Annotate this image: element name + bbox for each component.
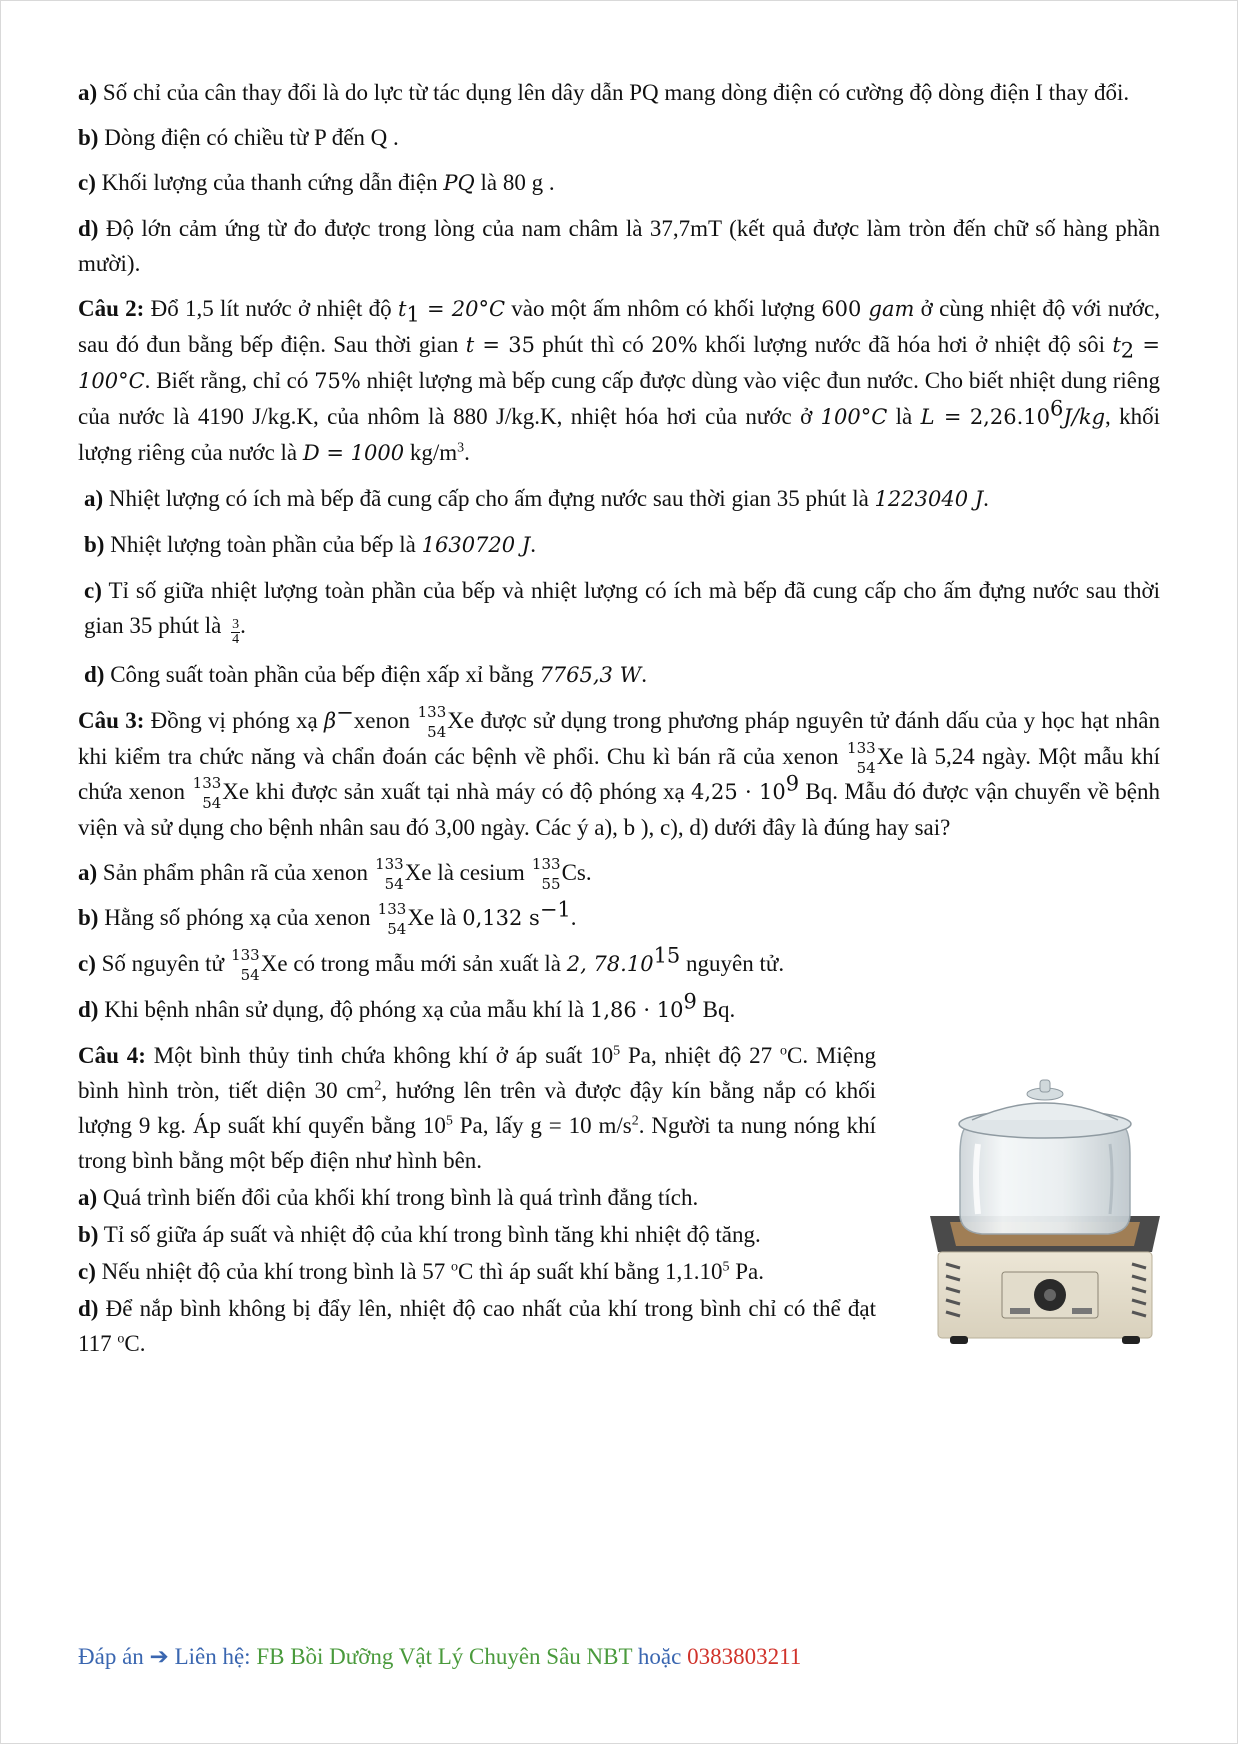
option-text: Số chỉ của cân thay đổi là do lực từ tác dụng lên dây dẫn PQ mang dòng điện có cường độ dòng điện I thay đổi. xyxy=(97,80,1130,105)
option-label: a) xyxy=(78,80,98,105)
atomic-number: 55 xyxy=(541,875,561,893)
text: . Người ta nung nóng khí trong bình bằng một bếp điện như hình bên. xyxy=(78,1113,876,1173)
mass-number: 133 xyxy=(375,855,404,873)
mass-number: 133 xyxy=(531,855,561,873)
text: là xyxy=(887,404,921,429)
q3-option-a xyxy=(78,855,1160,893)
option-label: d) xyxy=(84,662,105,687)
degree-sup: o xyxy=(780,1043,788,1059)
phone-number[interactable]: 0383803211 xyxy=(687,1644,802,1669)
text: vào một ấm nhôm có khối lượng xyxy=(505,296,822,321)
option-text: Khi bệnh nhân sử dụng, độ phóng xạ của mẫu khí là xyxy=(98,997,590,1022)
nuclide-notation xyxy=(847,739,876,777)
element-symbol: Cs xyxy=(561,860,586,885)
option-text: Khối lượng của thanh cứng dẫn điện xyxy=(95,170,444,195)
stove-foot xyxy=(1122,1336,1140,1344)
option-text: là xyxy=(434,905,463,930)
question-label: Câu 4: xyxy=(78,1043,146,1068)
mass-number: 133 xyxy=(231,946,260,964)
option-text: Số nguyên tử xyxy=(95,951,230,976)
option-text: Để nắp bình không bị đẩy lên, nhiệt độ cao nhất của khí trong bình chỉ có thể đạt 117 xyxy=(78,1296,876,1356)
option-label: d) xyxy=(78,997,99,1022)
math: 100°C xyxy=(820,405,888,429)
atomic-number: 54 xyxy=(856,759,876,777)
option-text: Hằng số phóng xạ của xenon xyxy=(98,905,377,930)
q4-option-d xyxy=(78,1291,876,1361)
option-text: là 80 g . xyxy=(474,170,555,195)
q3-option-c xyxy=(78,943,1160,984)
text: . xyxy=(570,905,577,930)
text: Bq. Mẫu đó được vận chuyển về bệnh viện và sử dụng cho bệnh nhân sau đó 3,00 ngày. Các ý a), b ), c), d) dưới đây là đúng hay sai? xyxy=(78,779,1160,840)
math: 4,25 · 10 xyxy=(691,780,786,804)
math: 2,26.10 xyxy=(969,405,1050,429)
jar-on-stove-figure xyxy=(920,1064,1170,1354)
sup: 5 xyxy=(613,1043,621,1059)
text: là 5,24 ngày. Một mẫu khí chứa xenon xyxy=(78,744,1160,804)
nuclide-notation xyxy=(231,946,260,984)
text: kg/m xyxy=(404,440,458,465)
text: Đổ 1,5 lít nước ở nhiệt độ xyxy=(144,296,398,321)
element-symbol: Xe xyxy=(222,779,250,804)
math: t xyxy=(465,333,475,357)
math-sup: 15 xyxy=(653,943,681,968)
math: = 35 xyxy=(474,333,535,357)
text: được sử dụng trong phương pháp nguyên tử đánh dấu của y học hạt nhân khi kiểm tra chức năng và chẩn đoán các bệnh về phổi. Chu kì bán rã của xenon xyxy=(78,708,1160,769)
text: phút thì có xyxy=(534,332,652,357)
element-symbol: Xe xyxy=(407,905,435,930)
q2-option-c xyxy=(78,573,1160,647)
text: khi được sản xuất tại nhà máy có độ phóng xạ xyxy=(249,779,691,804)
option-label: c) xyxy=(78,170,96,195)
option-label: b) xyxy=(78,905,99,930)
sup: 5 xyxy=(445,1113,453,1129)
text: xenon xyxy=(353,708,417,733)
math: 2, 78.10 xyxy=(566,952,654,976)
option-label: b) xyxy=(78,1222,99,1247)
facebook-page-link[interactable]: FB Bồi Dưỡng Vật Lý Chuyên Sâu NBT xyxy=(256,1644,633,1669)
mass-number: 133 xyxy=(847,739,876,757)
glass-jar xyxy=(960,1126,1130,1234)
fraction xyxy=(231,618,240,647)
math: PQ xyxy=(443,171,475,195)
option-text: Quá trình biến đổi của khối khí trong bình là quá trình đẳng tích. xyxy=(97,1185,699,1210)
option-label: b) xyxy=(84,532,105,557)
sup: 2 xyxy=(631,1113,639,1129)
text: nguyên tử. xyxy=(680,951,785,976)
nuclide-notation xyxy=(375,855,404,893)
option-label: c) xyxy=(78,1259,96,1284)
q4-option-a xyxy=(78,1180,876,1215)
option-text: Nhiệt lượng toàn phần của bếp là xyxy=(104,532,422,557)
atomic-number: 54 xyxy=(387,920,407,938)
sup: 2 xyxy=(374,1078,382,1094)
text: Pa, lấy g = 10 m/s xyxy=(452,1113,632,1138)
question-label: Câu 2: xyxy=(78,296,145,321)
nuclide-notation xyxy=(192,774,222,812)
text: Đồng vị phóng xạ xyxy=(144,708,325,733)
text: . xyxy=(530,532,536,557)
q3-option-d xyxy=(78,989,1160,1028)
math-sup: −1 xyxy=(539,897,571,922)
math: = 20°C xyxy=(419,297,506,321)
text: , hướng lên trên và được đậy kín bằng nắp có khối lượng 9 kg. Áp suất khí quyển bằng 10 xyxy=(78,1078,876,1138)
q2-option-a xyxy=(78,481,1160,517)
atomic-number: 54 xyxy=(240,966,260,984)
option-text: C thì áp suất khí bằng 1,1.10 xyxy=(458,1259,723,1284)
text: , khối lượng riêng của nước là xyxy=(78,404,1161,465)
option-text: Dòng điện có chiều từ P đến Q . xyxy=(98,125,399,150)
text: Một bình thủy tinh chứa không khí ở áp suất 10 xyxy=(145,1043,614,1068)
option-label: c) xyxy=(78,951,96,976)
element-symbol: Xe xyxy=(260,951,288,976)
element-symbol: Xe xyxy=(876,744,904,769)
mass-number: 133 xyxy=(417,703,447,721)
footer-contact xyxy=(78,1642,801,1672)
element-symbol: Xe xyxy=(447,708,475,733)
q4-option-b xyxy=(78,1217,876,1252)
math-sup: − xyxy=(336,700,354,725)
math: 1223040 J xyxy=(874,487,984,511)
option-text: Công suất toàn phần của bếp điện xấp xỉ bằng xyxy=(104,662,540,687)
text: Pa, nhiệt độ 27 xyxy=(620,1043,781,1068)
atomic-number: 54 xyxy=(427,723,447,741)
math: L = xyxy=(920,405,962,429)
math-sub: 1 xyxy=(406,302,420,327)
math: 1,86 · 10 xyxy=(590,998,684,1022)
nuclide-notation xyxy=(377,900,407,938)
option-text: Pa. xyxy=(729,1259,765,1284)
option-text: có trong mẫu mới sản xuất là xyxy=(287,951,567,976)
option-text: Độ lớn cảm ứng từ đo được trong lòng của nam châm là 37,7mT (kết quả được làm tròn đến chữ số hàng phần mười). xyxy=(78,216,1160,276)
math-sup: 6 xyxy=(1049,396,1064,421)
math: J/kg xyxy=(1063,405,1106,429)
footer-answer: Đáp án xyxy=(78,1644,150,1669)
option-text: là cesium xyxy=(431,860,531,885)
option-text: Tỉ số giữa nhiệt lượng toàn phần của bếp và nhiệt lượng có ích mà bếp đã cung cấp cho ấm đựng nước sau thời gian 35 phút là xyxy=(84,578,1160,638)
sup: 5 xyxy=(722,1259,730,1275)
option-label: d) xyxy=(78,1296,99,1321)
option-label: a) xyxy=(78,1185,98,1210)
math: β xyxy=(324,709,337,733)
option-text: C. xyxy=(124,1331,146,1356)
option-text: Nếu nhiệt độ của khí trong bình là 57 xyxy=(95,1259,452,1284)
element-symbol: Xe xyxy=(404,860,432,885)
math: 1630720 J xyxy=(421,533,531,557)
label-plate xyxy=(1072,1308,1092,1314)
option-text: Nhiệt lượng có ích mà bếp đã cung cấp cho ấm đựng nước sau thời gian 35 phút là xyxy=(103,486,875,511)
q4-option-c xyxy=(78,1254,876,1289)
math-sup: 9 xyxy=(785,771,800,796)
text: khối lượng nước đã hóa hơi ở nhiệt độ sôi xyxy=(697,332,1113,357)
q4-text xyxy=(78,1038,876,1361)
fraction-numerator: 3 xyxy=(232,617,240,632)
option-text: Tỉ số giữa áp suất và nhiệt độ của khí trong bình tăng khi nhiệt độ tăng. xyxy=(98,1222,761,1247)
q3-option-b xyxy=(78,897,1160,938)
option-label: a) xyxy=(78,860,98,885)
stove-foot xyxy=(950,1336,968,1344)
math-sup: 3 xyxy=(457,440,465,456)
text: ở cùng nhiệt độ với nước, sau đó đun bằng bếp điện. Sau thời gian xyxy=(78,296,1160,357)
atomic-number: 54 xyxy=(202,794,222,812)
math: 0,132 s xyxy=(462,906,540,930)
page-content xyxy=(78,75,1160,1363)
option-label: a) xyxy=(84,486,104,511)
q1-option-c xyxy=(78,165,1160,201)
text: . xyxy=(983,486,989,511)
math: t xyxy=(397,297,407,321)
math: 20% xyxy=(651,333,698,357)
text: . xyxy=(464,440,470,465)
option-label: c) xyxy=(84,578,102,603)
q4-stem xyxy=(78,1038,876,1178)
text: . xyxy=(641,662,647,687)
math: = 100°C xyxy=(78,333,1160,393)
footer-contact-label: Liên hệ: xyxy=(168,1644,257,1669)
option-text: Sản phẩm phân rã của xenon xyxy=(97,860,374,885)
atomic-number: 54 xyxy=(384,875,404,893)
math-sup: 9 xyxy=(683,989,697,1014)
degree-sup: o xyxy=(117,1331,125,1347)
q3-stem xyxy=(78,700,1160,845)
math: 600 xyxy=(821,297,862,321)
q4-block xyxy=(78,1038,1160,1361)
math: 7765,3 W xyxy=(539,663,642,687)
label-plate xyxy=(1010,1308,1030,1314)
text: C. Miệng bình hình tròn, tiết diện 30 cm xyxy=(78,1043,876,1103)
math: D = 1000 xyxy=(302,441,405,465)
text: nhiệt lượng mà bếp cung cấp được dùng vào việc đun nước. Cho biết nhiệt dung riêng của nước là 4190 J/kg.K, của nhôm là 880 J/kg.K, nhiệt hóa hơi của nước ở xyxy=(78,368,1160,429)
q1-option-d xyxy=(78,211,1160,281)
degree-sup: o xyxy=(451,1259,459,1275)
arrow-icon: ➔ xyxy=(149,1644,169,1669)
mass-number: 133 xyxy=(377,900,407,918)
math-sub: 2 xyxy=(1120,338,1135,363)
option-label: b) xyxy=(78,125,99,150)
fraction-denominator: 4 xyxy=(232,632,240,647)
text: . xyxy=(585,860,592,885)
math: t xyxy=(1112,333,1121,357)
math: gam xyxy=(861,297,915,321)
q1-option-b xyxy=(78,120,1160,155)
math: 75% xyxy=(314,369,361,393)
nuclide-notation xyxy=(417,703,447,741)
q2-stem xyxy=(78,291,1160,471)
q2-option-d xyxy=(78,657,1160,693)
nuclide-notation xyxy=(531,855,561,893)
q1-option-a xyxy=(78,75,1160,110)
mass-number: 133 xyxy=(192,774,222,792)
text: Bq. xyxy=(696,997,736,1022)
q2-option-b xyxy=(78,527,1160,563)
text: . xyxy=(240,613,246,638)
option-label: d) xyxy=(78,216,99,241)
footer-or: hoặc xyxy=(632,1644,688,1669)
text: . Biết rằng, chỉ có xyxy=(144,368,315,393)
question-label: Câu 3: xyxy=(78,708,145,733)
